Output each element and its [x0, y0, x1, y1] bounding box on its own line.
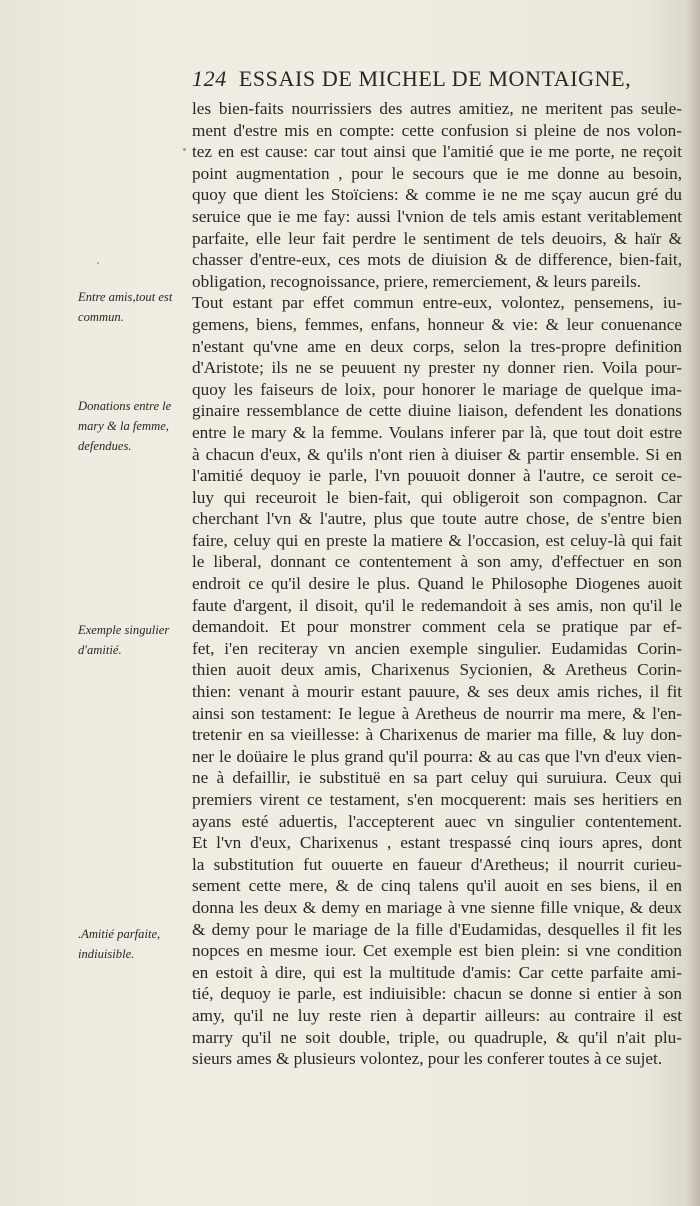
text-line: Tout estant par effet commun entre-eux, volontez, pensemens, iu- — [192, 293, 682, 313]
page-number: 124 — [192, 66, 227, 91]
text-line: tié, dequoy ie parle, est indiuisible: chacun se donne si entier à son — [192, 984, 682, 1004]
text-line: ment d'estre mis en compte: cette confusion si pleine de nos volon- — [192, 120, 682, 140]
text-line: à chacun d'eux, & qu'ils n'ont rien à diuiser & partir ensemble. Si en — [192, 444, 682, 464]
text-line: quoy les faiseurs de loix, pour honorer le mariage de quelque ima- — [192, 379, 682, 399]
text-line: luy qui receuroit le bien-fait, qui obligeroit son compagnon. Car — [192, 487, 682, 507]
text-line: ainsi son testament: Ie legue à Aretheus de nourrir ma mere, & l'en- — [192, 703, 682, 723]
text-line: fet, i'en reciteray vn ancien exemple singulier. Eudamidas Corin- — [192, 638, 682, 658]
text-line: la substitution fut ouuerte en faueur d'Aretheus; il nourrit curieu- — [192, 854, 682, 874]
margin-note — [78, 396, 190, 456]
text-line: en estoit à dire, qui est la multitude d'amis: Car cette parfaite ami- — [192, 962, 682, 982]
text-line: endroit ce qu'il desire le plus. Quand le Philosophe Diogenes auoit — [192, 574, 682, 594]
margin-note-line: defendues. — [78, 439, 132, 453]
text-line: le liberal, donnant ce contentement à son amy, d'effectuer en son — [192, 552, 682, 572]
text-line: tretenir en sa vieillesse: à Charixenus de marier ma fille, & luy don- — [192, 725, 682, 745]
margin-note-line: Entre amis,tout est — [78, 290, 173, 304]
text-line: ginaire ressemblance de cette diuine liaison, defendent les donations — [192, 401, 682, 421]
margin-note-line: Donations entre le — [78, 399, 172, 413]
page-edge-shadow — [686, 0, 700, 1206]
text-line: sieurs ames & plusieurs volontez, pour les conferer toutes à ce sujet. — [192, 1049, 663, 1069]
text-line: chasser d'entre-eux, ces mots de diuision & de difference, bien-fait, — [192, 250, 682, 270]
text-line: parfaite, elle leur fait perdre le sentiment de tels deuoirs, & haïr & — [192, 228, 682, 248]
text-line: faire, celuy qui en preste la matiere & l'occasion, est celuy-là qui fait — [192, 530, 682, 550]
text-line: premiers virent ce testament, s'en mocquerent: mais ses heritiers en — [192, 790, 682, 809]
text-line: amy, qu'il ne luy reste rien à departir ailleurs: au contraire il est — [192, 1005, 682, 1025]
margin-note-line: Exemple singulier — [78, 623, 170, 637]
text-line: l'amitié dequoy ie parle, l'vn pouuoit donner à l'autre, ce seroit ce- — [192, 466, 682, 486]
text-line: ner le doüaire le plus grand qu'il pourra: & au cas que l'vn d'eux vien- — [192, 746, 682, 766]
text-line: gemens, biens, femmes, enfans, honneur & vie: & leur conuenance — [192, 314, 682, 334]
text-line: ne à defaillir, ie substituë en sa part celuy qui suruiura. Ceux qui — [192, 768, 682, 788]
text-line: entre le mary & la femme. Voulans inferer par là, que tout doit estre — [192, 422, 682, 442]
text-line: nopces en mesme iour. Cet exemple est bien plein: si vne condition — [192, 941, 682, 961]
margin-note-line: indiuisible. — [78, 947, 135, 961]
margin-note-line: mary & la femme, — [78, 419, 169, 433]
ink-speck — [183, 148, 186, 151]
text-line: Et l'vn d'eux, Charixenus , estant trespassé cinq iours apres, dont — [192, 833, 682, 853]
text-line: point augmentation , pour le secours que ie me donne au besoin, — [192, 163, 682, 183]
text-line: obligation, recognoissance, priere, remerciement, & leurs pareils. — [192, 271, 642, 291]
margin-note-line: commun. — [78, 310, 124, 324]
text-line: thien auoit deux amis, Charixenus Sycionien, & Aretheus Corin- — [192, 660, 682, 680]
text-line: cherchant l'vn & l'autre, plus que toute autre chose, de s'entre bien — [192, 509, 682, 529]
text-line: tez en est cause: car tout ainsi que l'amitié que ie me porte, ne reçoit — [192, 142, 682, 162]
text-line: faute d'argent, il disoit, qu'il le redemandoit à ses amis, non qu'il le — [192, 595, 682, 615]
margin-note — [78, 287, 190, 327]
text-line: seruice que ie me fay: aussi l'vnion de tels amis estant veritablement — [192, 206, 682, 226]
margin-note — [78, 924, 190, 964]
margin-note-line: .Amitié parfaite, — [78, 927, 161, 941]
running-header — [192, 66, 682, 92]
text-line: sement cette mere, & de cinq talens qu'il auoit en ses biens, il en — [192, 876, 682, 896]
text-line: & demy pour le mariage de la fille d'Eudamidas, desquelles il fit les — [192, 919, 682, 939]
text-line: thien: venant à mourir estant pauure, & ses deux amis riches, il fit — [192, 682, 682, 702]
text-line: les bien-faits nourrissiers des autres amitiez, ne meritent pas seule- — [192, 99, 682, 118]
margin-note-line: d'amitié. — [78, 643, 122, 657]
text-line: donna les deux & demy en mariage à vne sienne fille vnique, & deux — [192, 897, 682, 917]
text-line: demandoit. Et pour monstrer comment cela se pratique par ef- — [192, 617, 682, 637]
text-line: d'Aristote; ils ne se peuuent ny prester ny donner rien. Voila pour- — [192, 358, 682, 378]
running-title: ESSAIS DE MICHEL DE MONTAIGNE, — [238, 66, 632, 91]
main-text — [192, 98, 682, 1070]
ink-speck — [97, 262, 99, 264]
text-line: marry qu'il ne soit double, triple, ou quadruple, & qu'il n'ait plu- — [192, 1027, 682, 1047]
text-line: ayans esté aduertis, l'accepterent auec vn singulier contentement. — [192, 811, 682, 831]
text-line: n'estant qu'vne ame en deux corps, selon la tres-propre definition — [192, 336, 682, 356]
margin-note — [78, 620, 190, 660]
text-line: quoy que dient les Stoïciens: & comme ie ne me sçay aucun gré du — [192, 185, 682, 205]
